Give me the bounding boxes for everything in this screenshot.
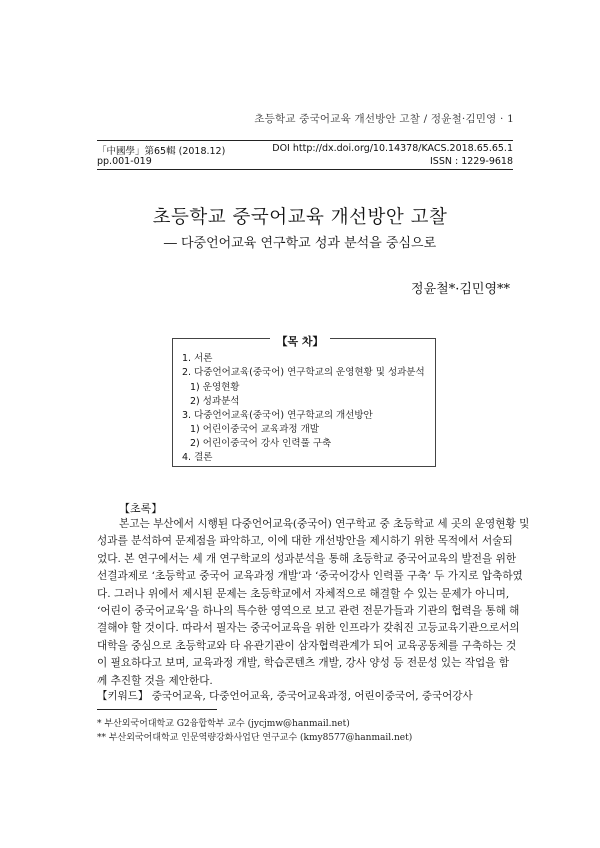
keywords: 【키워드】 중국어교육, 다중언어교육, 중국어교육과정, 어린이중국어, 중국어강사 (97, 690, 473, 702)
abstract-line: 다. 그러나 위에서 제시된 문제는 초등학교에서 자체적으로 해결할 수 있는 문제가 아니며, (97, 587, 510, 600)
abstract-line: 선결과제로 ‘초등학교 중국어 교육과정 개발’과 ‘중국어강사 인력풀 구축’ 두 가지로 압축하였 (97, 570, 523, 583)
toc-item: 1. 서론 (182, 353, 213, 364)
toc-item: 4. 결론 (182, 452, 213, 463)
abstract-line: ‘어린이 중국어교육’을 하나의 특수한 영역으로 보고 관련 전문가들과 기관의 협력을 통해 해 (97, 605, 520, 618)
footnote-author-2: ** 부산외국어대학교 인문역량강화사업단 연구교수 (kmy8577@hanmail.net) (97, 733, 413, 743)
author-names: 정윤철*·김민영** (411, 282, 510, 297)
journal-issn: ISSN : 1229-9618 (430, 156, 513, 167)
header-rule-top (97, 140, 513, 141)
toc-item: 1) 어린이중국어 교육과정 개발 (190, 424, 319, 435)
running-head: 초등학교 중국어교육 개선방안 고찰 / 정윤철·김민영 · 1 (254, 113, 514, 125)
journal-doi: DOI http://dx.doi.org/10.14378/KACS.2018.65.65.1 (272, 143, 513, 154)
toc-item: 2) 어린이중국어 강사 인력풀 구축 (190, 438, 332, 449)
footnote-author-1: * 부산외국어대학교 G2융합학부 교수 (jycjmw@hanmail.net) (97, 719, 350, 729)
abstract-line: 이 필요하다고 보며, 교육과정 개발, 학습콘텐츠 개발, 강사 양성 등 전문성 있는 작업을 함 (97, 657, 510, 670)
paper-title: 초등학교 중국어교육 개선방안 고찰 (152, 207, 448, 228)
toc-item: 2) 성과분석 (190, 396, 240, 407)
abstract-line: 결해야 할 것이다. 따라서 필자는 중국어교육을 위한 인프라가 갖춰진 고등교육기관으로서의 (97, 622, 520, 635)
toc-item: 1) 운영현황 (190, 382, 240, 393)
toc-item: 2. 다중언어교육(중국어) 연구학교의 운영현황 및 성과분석 (182, 367, 425, 378)
abstract-line: 었다. 본 연구에서는 세 개 연구학교의 성과분석을 통해 초등학교 중국어교육의 발전을 위한 (97, 552, 517, 565)
abstract-line: 본고는 부산에서 시행된 다중언어교육(중국어) 연구학교 중 초등학교 세 곳의 운영현황 및 (119, 518, 530, 530)
abstract-line: 성과를 분석하여 문제점을 파악하고, 이에 대한 개선방안을 제시하기 위한 목적에서 서술되 (97, 535, 513, 548)
toc-heading: 【목 차】 (0, 330, 600, 349)
abstract-line: 께 추진할 것을 제안한다. (97, 674, 213, 687)
footnote-rule (97, 709, 217, 710)
journal-issue: 「中國學」第65輯 (2018.12) (97, 146, 226, 157)
toc-item: 3. 다중언어교육(중국어) 연구학교의 개선방안 (182, 410, 373, 421)
abstract-label: 【초록】 (119, 502, 163, 515)
journal-pages: pp.001-019 (97, 156, 152, 167)
abstract-line: 대학을 중심으로 초등학교와 타 유관기관이 삼자협력관계가 되어 교육공동체를 구축하는 것 (97, 639, 517, 652)
header-rule-bottom (97, 169, 513, 170)
paper-subtitle: ― 다중언어교육 연구학교 성과 분석을 중심으로 (163, 236, 437, 251)
abstract-body (97, 516, 530, 690)
